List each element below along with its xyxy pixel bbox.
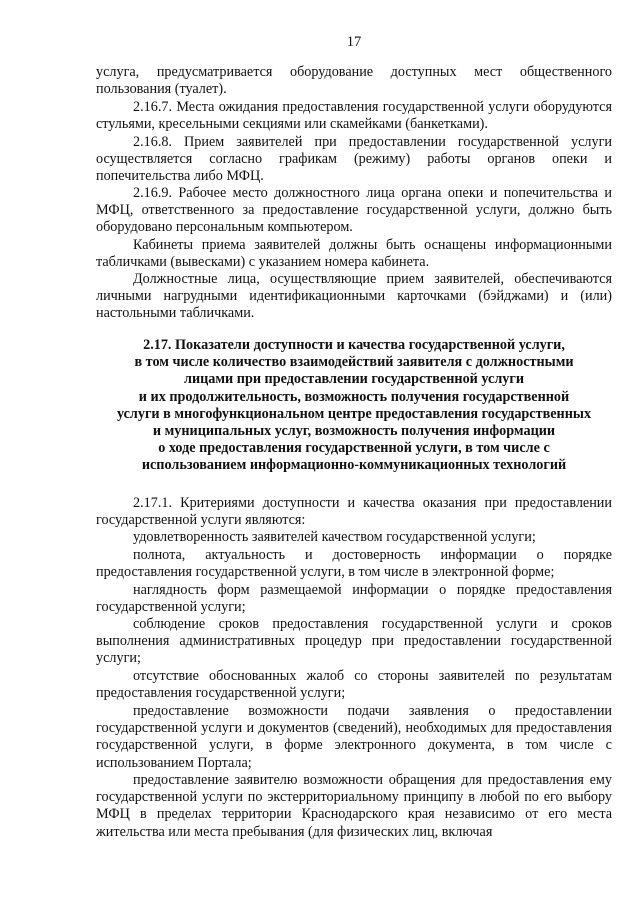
heading-line: использованием информационно-коммуникационных технологий	[141, 457, 567, 474]
paragraph-badges: Должностные лица, осуществляющие прием заявителей, обеспечиваются личными нагрудными идентификационными карточками (бэйджами) и (или) настольными табличками.	[96, 271, 612, 322]
heading-line: лицами при предоставлении государственной услуги	[183, 371, 525, 388]
paragraph-2-16-8: 2.16.8. Прием заявителей при предоставлении государственной услуги осуществляется согласно графикам (режиму) работы органов опеки и попечительства либо МФЦ.	[96, 134, 612, 185]
paragraph-cabinets: Кабинеты приема заявителей должны быть оснащены информационными табличками (вывесками) с указанием номера кабинета.	[96, 237, 612, 271]
criteria-item-deadlines: соблюдение сроков предоставления государственной услуги и сроков выполнения административных процедур при предоставлении государственной услуги;	[96, 616, 612, 667]
paragraph-2-16-7: 2.16.7. Места ожидания предоставления государственной услуги оборудуются стульями, кресельными секциями или скамейками (банкетками).	[96, 99, 612, 133]
criteria-item-completeness: полнота, актуальность и достоверность информации о порядке предоставления государственной услуги, в том числе в электронной форме;	[96, 547, 612, 581]
criteria-item-electronic-submission: предоставление возможности подачи заявления о предоставлении государственной услуги и документов (сведений), необходимых для предоставления государственной услуги, в форме электронного документа, в том числе с использованием Портала;	[96, 703, 612, 771]
heading-line: и их продолжительность, возможность получения государственной	[138, 388, 570, 405]
heading-line: в том числе количество взаимодействий заявителя с должностными	[134, 354, 574, 371]
paragraph-2-16-9: 2.16.9. Рабочее место должностного лица органа опеки и попечительства и МФЦ, ответственного за предоставление государственной услуги, должно быть оборудовано персональным компьютером.	[96, 185, 612, 236]
paragraph-continuation: услуга, предусматривается оборудование доступных мест общественного пользования (туалет).	[96, 64, 612, 98]
criteria-item-clarity: наглядность форм размещаемой информации о порядке предоставления государственной услуги;	[96, 582, 612, 616]
heading-line: 2.17. Показатели доступности и качества государственной услуги,	[143, 337, 565, 353]
criteria-item-complaints: отсутствие обоснованных жалоб со стороны заявителей по результатам предоставления государственной услуги;	[96, 668, 612, 702]
heading-line: услуги в многофункциональном центре предоставления государственных	[116, 405, 592, 422]
heading-line: и муниципальных услуг, возможность получения информации	[152, 423, 556, 440]
criteria-item-satisfaction: удовлетворенность заявителей качеством государственной услуги;	[133, 529, 536, 545]
section-heading-2-17	[96, 337, 612, 475]
criteria-item-extraterritorial: предоставление заявителю возможности обращения для предоставления ему государственной услуги по экстерриториальному принципу в любой по его выбору МФЦ в пределах территории Краснодарского края независимо от его места жительства или места пребывания (для физических лиц, включая	[96, 772, 612, 840]
heading-line: о ходе предоставления государственной услуги, в том числе с	[158, 440, 550, 457]
paragraph-2-17-1: 2.17.1. Критериями доступности и качества оказания при предоставлении государственной услуги являются:	[96, 495, 612, 529]
page-number: 17	[346, 34, 362, 50]
